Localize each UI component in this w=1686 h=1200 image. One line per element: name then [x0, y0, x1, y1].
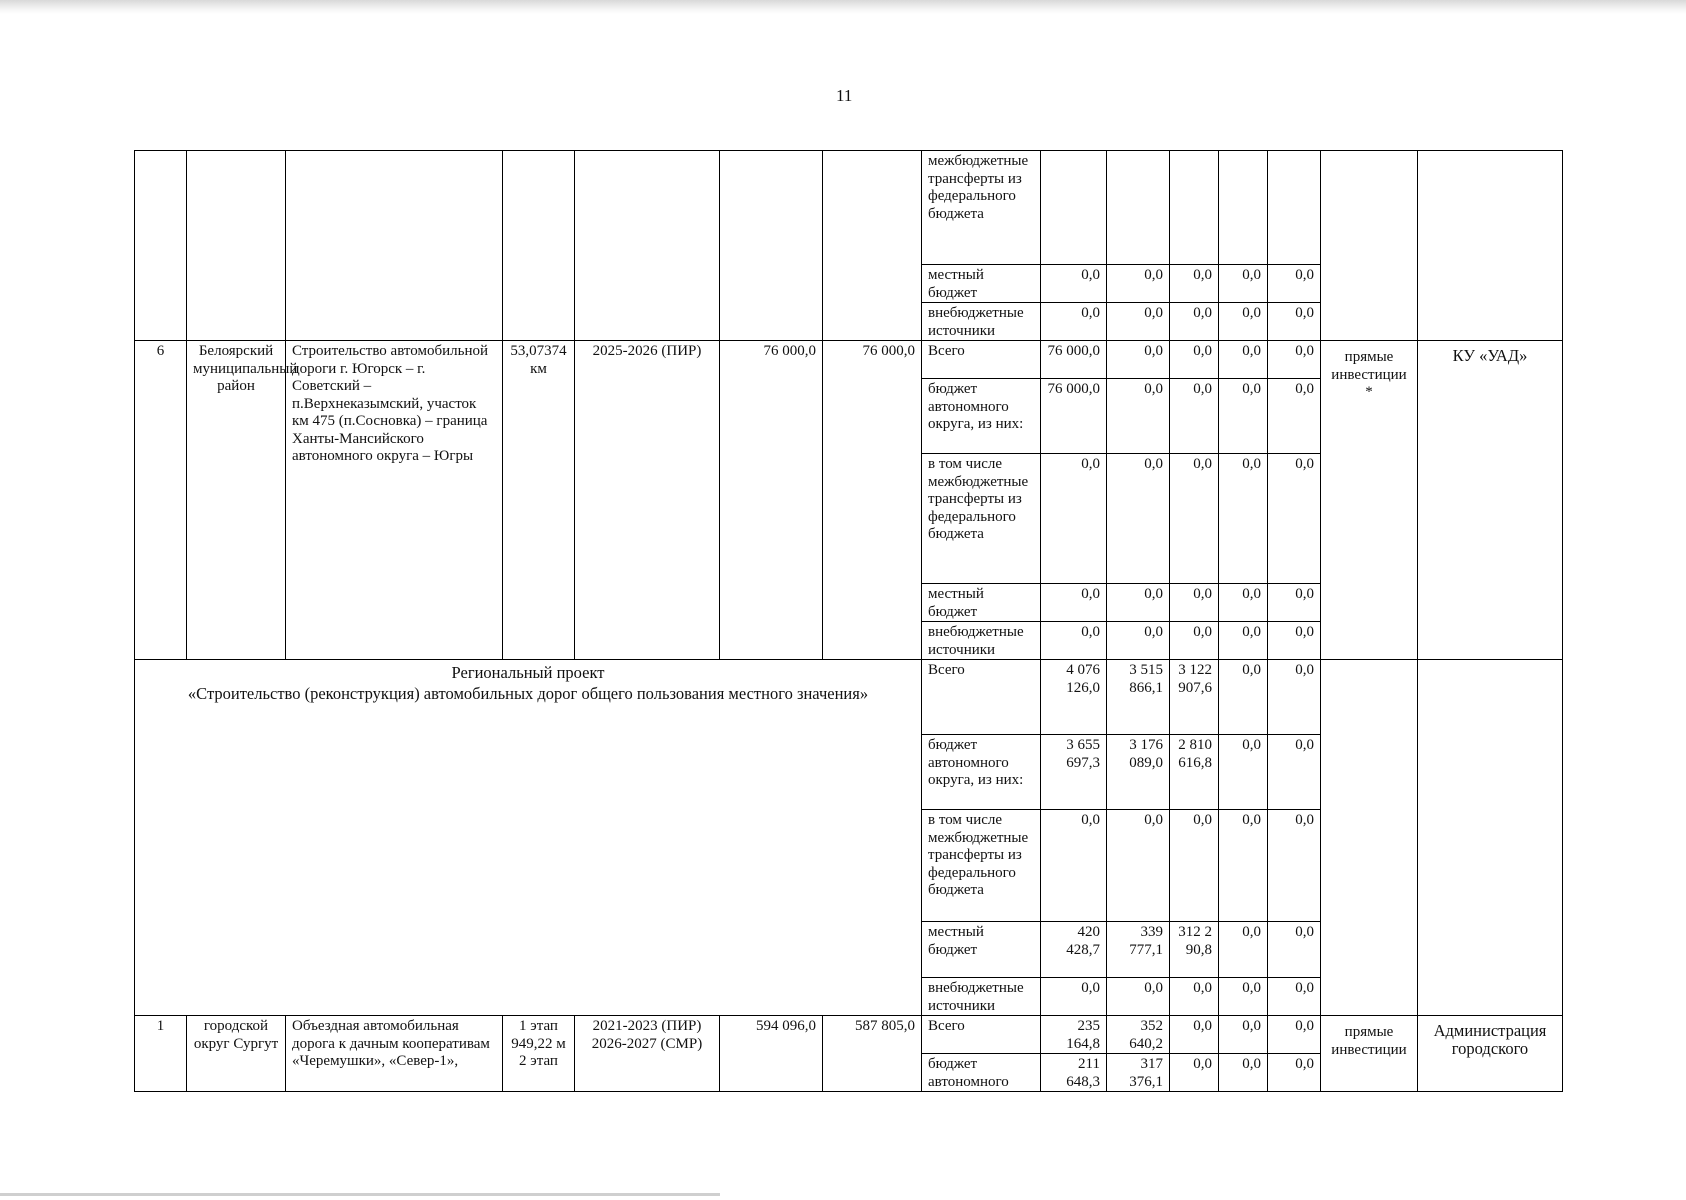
cell-value: 0,0 — [1219, 660, 1268, 735]
cell-value — [1107, 151, 1170, 265]
cell-value: 0,0 — [1268, 454, 1321, 584]
cell-category: Всего — [922, 1016, 1041, 1054]
cell-value: 0,0 — [1268, 810, 1321, 922]
cell-value: 0,0 — [1107, 622, 1170, 660]
cell-value: 0,0 — [1107, 341, 1170, 379]
cell-category: местный бюджет — [922, 922, 1041, 978]
cell-value: 0,0 — [1170, 978, 1219, 1016]
cell-value: 0,0 — [1268, 265, 1321, 303]
cell-value: 317 376,1 — [1107, 1054, 1170, 1092]
cell-municipality: городской округ Сургут — [187, 1016, 286, 1092]
cell-value: 0,0 — [1268, 303, 1321, 341]
cell-capacity: 53,07374 км — [503, 341, 575, 660]
cell-value: 0,0 — [1107, 584, 1170, 622]
cell-value: 352 640,2 — [1107, 1016, 1170, 1054]
cell-value: 0,0 — [1268, 735, 1321, 810]
cell-category: межбюджетные трансферты из федерального бюджета — [922, 151, 1041, 265]
cell-value: 0,0 — [1268, 341, 1321, 379]
cell-value: 4 076 126,0 — [1041, 660, 1107, 735]
cell-value: 0,0 — [1219, 1016, 1268, 1054]
cell-value — [1219, 151, 1268, 265]
cell-value: 0,0 — [1170, 265, 1219, 303]
cell-customer — [1418, 151, 1563, 341]
cell-customer — [1418, 660, 1563, 1016]
cell-value: 0,0 — [1219, 341, 1268, 379]
cell-number: 6 — [135, 341, 187, 660]
cell-value: 0,0 — [1170, 341, 1219, 379]
cell-value: 211 648,3 — [1041, 1054, 1107, 1092]
cell-number — [135, 151, 187, 341]
cell-value: 0,0 — [1219, 584, 1268, 622]
cell-value: 0,0 — [1268, 584, 1321, 622]
cell-value: 0,0 — [1041, 303, 1107, 341]
cell-municipality — [187, 151, 286, 341]
cell-mechanism: прямые инвестиции * — [1321, 341, 1418, 660]
regional-project-title-line2: «Строительство (реконструкция) автомобильных дорог общего пользования местного значения» — [187, 684, 869, 703]
cell-mechanism — [1321, 151, 1418, 341]
page-number: 11 — [836, 86, 853, 105]
cell-value: 0,0 — [1219, 810, 1268, 922]
cell-period — [575, 151, 720, 341]
cell-value: 339 777,1 — [1107, 922, 1170, 978]
cell-category: Всего — [922, 341, 1041, 379]
cell-category: бюджет автономного округа, из них: — [922, 379, 1041, 454]
cell-value — [1041, 151, 1107, 265]
cell-value: 235 164,8 — [1041, 1016, 1107, 1054]
cell-value: 3 122 907,6 — [1170, 660, 1219, 735]
cell-category: бюджет автономного — [922, 1054, 1041, 1092]
regional-project-title-line1: Региональный проект — [451, 663, 605, 682]
cell-value: 0,0 — [1170, 454, 1219, 584]
cell-value: 0,0 — [1041, 622, 1107, 660]
cell-remaining: 76 000,0 — [823, 341, 922, 660]
table-row — [135, 660, 1563, 735]
cell-value: 0,0 — [1041, 978, 1107, 1016]
cell-value: 76 000,0 — [1041, 379, 1107, 454]
cell-value: 312 290,8 — [1170, 922, 1219, 978]
cell-category: в том числе межбюджетные трансферты из федерального бюджета — [922, 810, 1041, 922]
cell-value: 3 655 697,3 — [1041, 735, 1107, 810]
cell-value: 0,0 — [1107, 379, 1170, 454]
cell-mechanism: прямые инвестиции — [1321, 1016, 1418, 1092]
cell-category: местный бюджет — [922, 584, 1041, 622]
cell-value: 0,0 — [1107, 454, 1170, 584]
cell-period: 2021-2023 (ПИР) 2026-2027 (СМР) — [575, 1016, 720, 1092]
cell-value: 0,0 — [1268, 1054, 1321, 1092]
scan-edge-top — [0, 0, 1686, 14]
cell-object-name — [286, 151, 503, 341]
cell-value: 0,0 — [1170, 810, 1219, 922]
cell-cost — [720, 151, 823, 341]
cell-value: 0,0 — [1268, 922, 1321, 978]
cell-value: 0,0 — [1041, 584, 1107, 622]
cell-value: 0,0 — [1219, 978, 1268, 1016]
table-row — [135, 151, 1563, 265]
cell-value: 0,0 — [1219, 1054, 1268, 1092]
cell-value: 0,0 — [1268, 622, 1321, 660]
cell-value: 0,0 — [1219, 622, 1268, 660]
cell-value: 420 428,7 — [1041, 922, 1107, 978]
cell-value — [1268, 151, 1321, 265]
cell-value: 0,0 — [1219, 735, 1268, 810]
table-row — [135, 1016, 1563, 1054]
cell-value: 0,0 — [1219, 303, 1268, 341]
cell-value: 0,0 — [1041, 265, 1107, 303]
cell-category: внебюджетные источники — [922, 622, 1041, 660]
cell-category: внебюджетные источники — [922, 978, 1041, 1016]
cell-remaining: 587 805,0 — [823, 1016, 922, 1092]
cell-category: местный бюджет — [922, 265, 1041, 303]
cell-value: 0,0 — [1170, 303, 1219, 341]
financing-table — [134, 150, 1563, 1092]
cell-value — [1170, 151, 1219, 265]
cell-municipality: Белоярский муниципальный район — [187, 341, 286, 660]
cell-value: 0,0 — [1268, 978, 1321, 1016]
cell-value: 0,0 — [1107, 978, 1170, 1016]
cell-number: 1 — [135, 1016, 187, 1092]
cell-capacity — [503, 151, 575, 341]
cell-value: 0,0 — [1268, 379, 1321, 454]
cell-object-name: Объездная автомобильная дорога к дачным кооперативам «Черемушки», «Север-1», — [286, 1016, 503, 1092]
cell-value: 0,0 — [1170, 1054, 1219, 1092]
cell-category: Всего — [922, 660, 1041, 735]
cell-category: внебюджетные источники — [922, 303, 1041, 341]
cell-cost: 76 000,0 — [720, 341, 823, 660]
cell-value: 0,0 — [1268, 660, 1321, 735]
cell-mechanism — [1321, 660, 1418, 1016]
cell-category: в том числе межбюджетные трансферты из федерального бюджета — [922, 454, 1041, 584]
cell-period: 2025-2026 (ПИР) — [575, 341, 720, 660]
cell-value: 0,0 — [1219, 922, 1268, 978]
cell-value: 0,0 — [1219, 454, 1268, 584]
cell-capacity: 1 этап 949,22 м 2 этап — [503, 1016, 575, 1092]
scan-edge-bottom — [0, 1193, 720, 1196]
cell-customer: КУ «УАД» — [1418, 341, 1563, 660]
cell-cost: 594 096,0 — [720, 1016, 823, 1092]
cell-value: 76 000,0 — [1041, 341, 1107, 379]
cell-value: 0,0 — [1170, 1016, 1219, 1054]
cell-value: 0,0 — [1170, 622, 1219, 660]
cell-value: 0,0 — [1041, 810, 1107, 922]
cell-value: 0,0 — [1268, 1016, 1321, 1054]
cell-value: 0,0 — [1170, 379, 1219, 454]
cell-value: 0,0 — [1107, 810, 1170, 922]
cell-customer: Администрация городского — [1418, 1016, 1563, 1092]
cell-value: 0,0 — [1219, 265, 1268, 303]
cell-value: 0,0 — [1041, 454, 1107, 584]
cell-value: 0,0 — [1107, 303, 1170, 341]
cell-value: 3 176 089,0 — [1107, 735, 1170, 810]
regional-project-title — [135, 660, 922, 1016]
cell-value: 0,0 — [1170, 584, 1219, 622]
cell-value: 0,0 — [1107, 265, 1170, 303]
cell-category: бюджет автономного округа, из них: — [922, 735, 1041, 810]
cell-remaining — [823, 151, 922, 341]
table-row — [135, 341, 1563, 379]
cell-value: 0,0 — [1219, 379, 1268, 454]
cell-value: 3 515 866,1 — [1107, 660, 1170, 735]
cell-object-name: Строительство автомобильной дороги г. Югорск – г. Советский – п.Верхнеказымский, участок км 475 (п.Сосновка) – граница Ханты-Мансийского автономного округа – Югры — [286, 341, 503, 660]
cell-value: 2 810 616,8 — [1170, 735, 1219, 810]
